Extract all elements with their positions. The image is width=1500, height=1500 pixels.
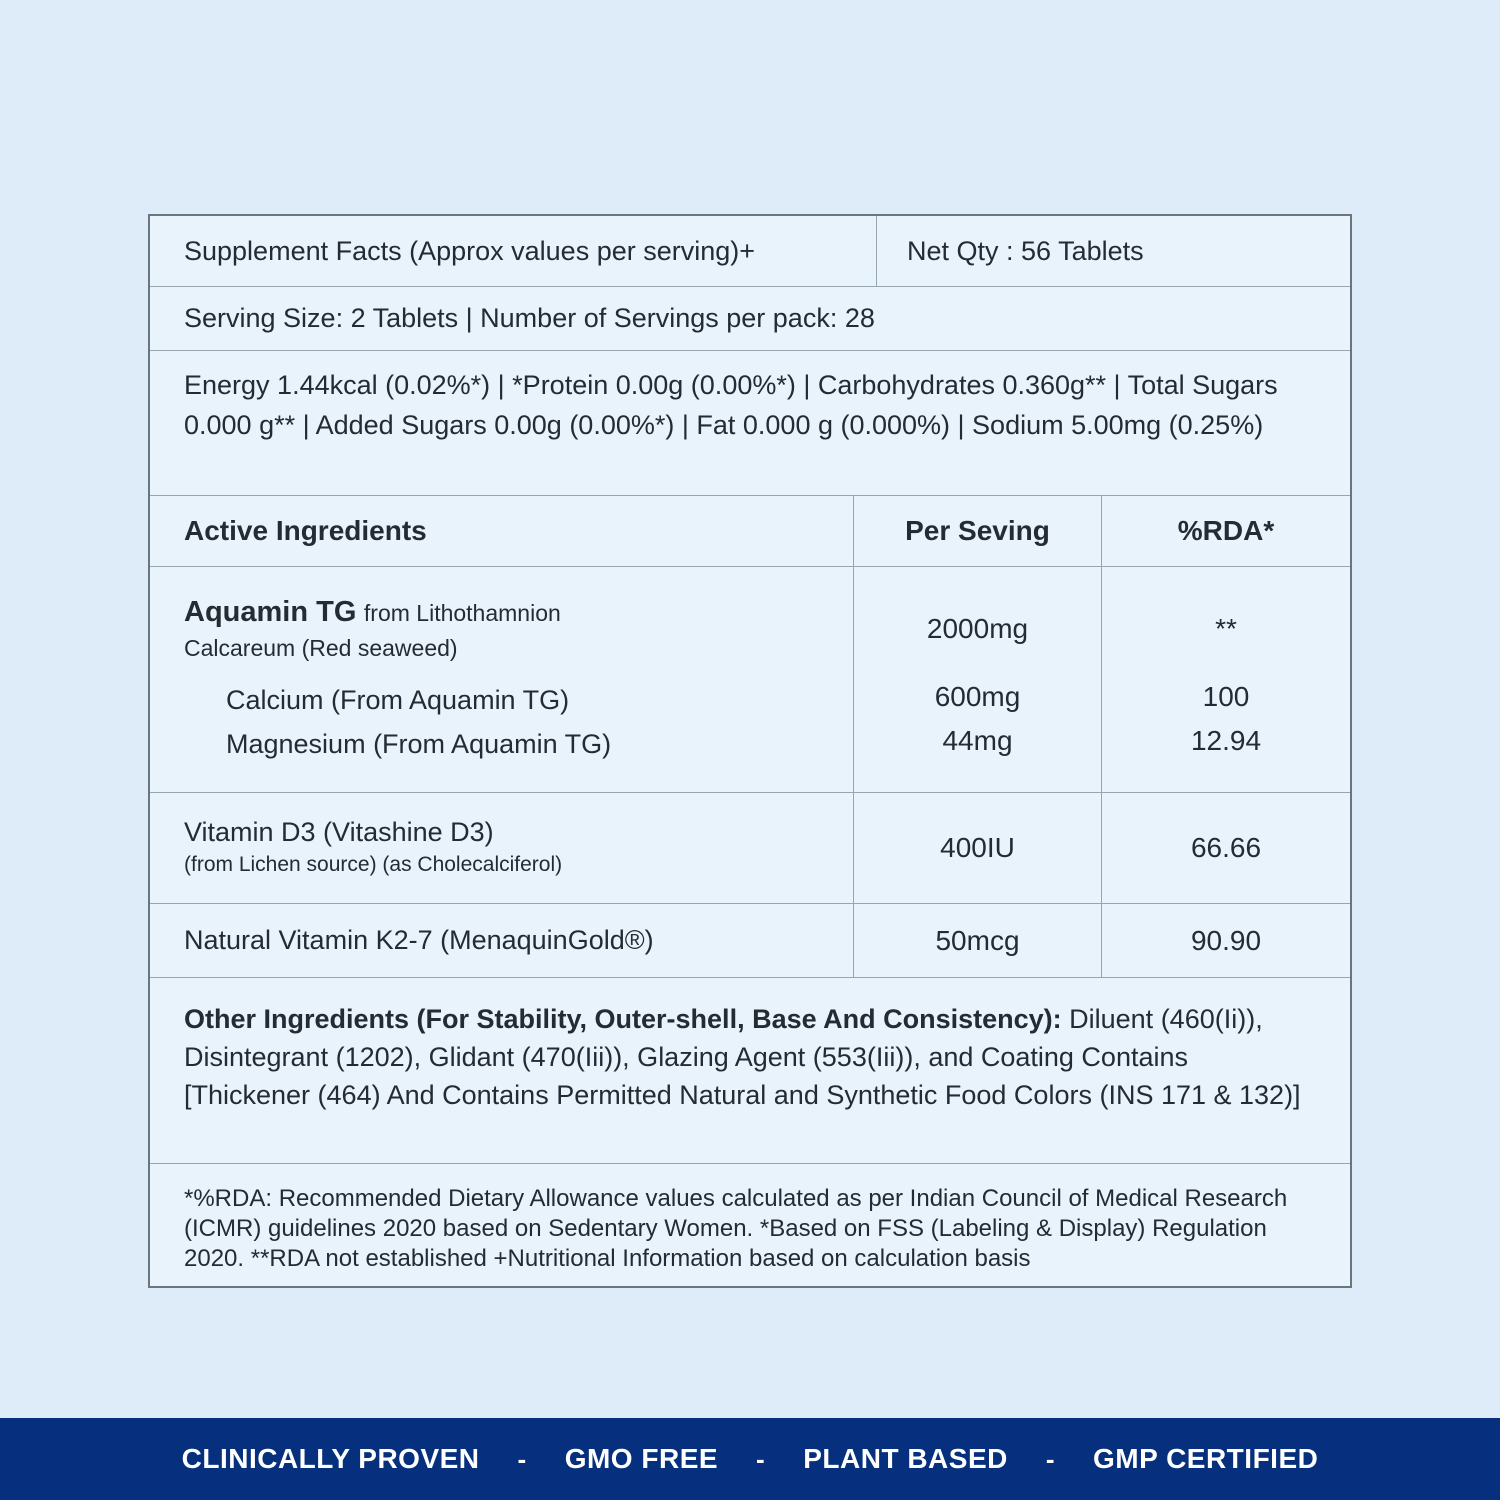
vitamin-d3-rda: 66.66 bbox=[1190, 832, 1262, 863]
badge-gmp-certified: GMP CERTIFIED bbox=[1093, 1443, 1319, 1474]
footer-badges-bar bbox=[0, 1418, 1500, 1500]
sub-ingredient-magnesium: Magnesium (From Aquamin TG) bbox=[226, 729, 612, 759]
ingredient-row-vitamin-d3 bbox=[150, 792, 1350, 903]
vitamin-k2-label: Natural Vitamin K2-7 (MenaquinGold®) bbox=[150, 904, 854, 977]
aquamin-name-line bbox=[184, 593, 843, 632]
aquamin-name-cell bbox=[150, 567, 854, 792]
aquamin-rda: ** bbox=[1215, 613, 1237, 644]
nutrition-summary-row: Energy 1.44kcal (0.02%*) | *Protein 0.00g (0.00%*) | Carbohydrates 0.360g** | Total Sugars 0.000 g** | Added Sugars 0.00g (0.00%*) | Fat 0.000 g (0.000%) | Sodium 5.00mg (0.25%) bbox=[150, 350, 1350, 495]
value-spacer bbox=[1102, 657, 1350, 675]
ingredient-row-vitamin-k2 bbox=[150, 903, 1350, 977]
vitamin-k2-per-serving: 50mcg bbox=[854, 904, 1102, 977]
calcium-rda: 100 bbox=[1202, 681, 1250, 712]
rda-footnote-row: *%RDA: Recommended Dietary Allowance values calculated as per Indian Council of Medical Research (ICMR) guidelines 2020 based on Sedentary Women. *Based on FSS (Labeling & Display) Regulation 2020. **RDA not established +Nutritional Information based on calculation basis bbox=[150, 1163, 1350, 1286]
supplement-facts-table bbox=[148, 214, 1352, 1288]
badge-gmo-free: GMO FREE bbox=[564, 1443, 719, 1474]
table-header-row bbox=[150, 495, 1350, 566]
aquamin-source-part1: from Lithothamnion bbox=[363, 600, 561, 626]
aquamin-source-part2: Calcareum (Red seaweed) bbox=[184, 635, 458, 661]
vitamin-d3-sub-label: (from Lichen source) (as Cholecalciferol) bbox=[184, 853, 563, 876]
aquamin-per-serving-cell bbox=[854, 567, 1102, 792]
aquamin-rda-cell bbox=[1102, 567, 1350, 792]
separator-dash: - bbox=[517, 1443, 527, 1474]
column-header-rda: %RDA* bbox=[1177, 515, 1275, 546]
vitamin-k2-rda: 90.90 bbox=[1190, 924, 1262, 956]
value-spacer bbox=[854, 657, 1101, 675]
ingredient-row-aquamin bbox=[150, 566, 1350, 792]
calcium-per-serving: 600mg bbox=[934, 681, 1021, 712]
supplement-facts-title: Supplement Facts (Approx values per serving)+ bbox=[150, 216, 877, 286]
separator-dash: - bbox=[756, 1443, 766, 1474]
serving-size-row: Serving Size: 2 Tablets | Number of Servings per pack: 28 bbox=[150, 286, 1350, 350]
net-qty-value: Net Qty : 56 Tablets bbox=[907, 235, 1144, 266]
vitamin-d3-label: Vitamin D3 (Vitashine D3) bbox=[184, 817, 494, 847]
sub-ingredient-calcium: Calcium (From Aquamin TG) bbox=[226, 685, 570, 715]
vitamin-d3-name-cell bbox=[150, 793, 854, 903]
other-ingredients-text: Diluent (460(Ii)), Disintegrant (1202), Glidant (470(Iii)), Glazing Agent (553(Iii)), and Coating Contains [Thickener (464) And Contains Permitted Natural and Synthetic Food Colors (INS 171 & 132)] bbox=[184, 1004, 1301, 1110]
other-ingredients-lead: Other Ingredients (For Stability, Outer-shell, Base And Consistency): bbox=[184, 1004, 1062, 1034]
badge-plant-based: PLANT BASED bbox=[803, 1443, 1008, 1474]
aquamin-name: Aquamin TG bbox=[184, 596, 357, 628]
magnesium-per-serving: 44mg bbox=[942, 725, 1013, 756]
column-header-active-ingredients: Active Ingredients bbox=[150, 496, 854, 566]
aquamin-per-serving: 2000mg bbox=[926, 613, 1029, 644]
separator-dash: - bbox=[1045, 1443, 1056, 1474]
magnesium-rda: 12.94 bbox=[1190, 725, 1262, 756]
vitamin-d3-per-serving: 400IU bbox=[854, 793, 1102, 903]
column-header-per-serving: Per Seving bbox=[854, 496, 1102, 566]
aquamin-sub-list bbox=[184, 678, 843, 766]
title-row bbox=[150, 216, 1350, 286]
other-ingredients-row bbox=[150, 977, 1350, 1163]
badge-clinically-proven: CLINICALLY PROVEN bbox=[181, 1443, 480, 1474]
